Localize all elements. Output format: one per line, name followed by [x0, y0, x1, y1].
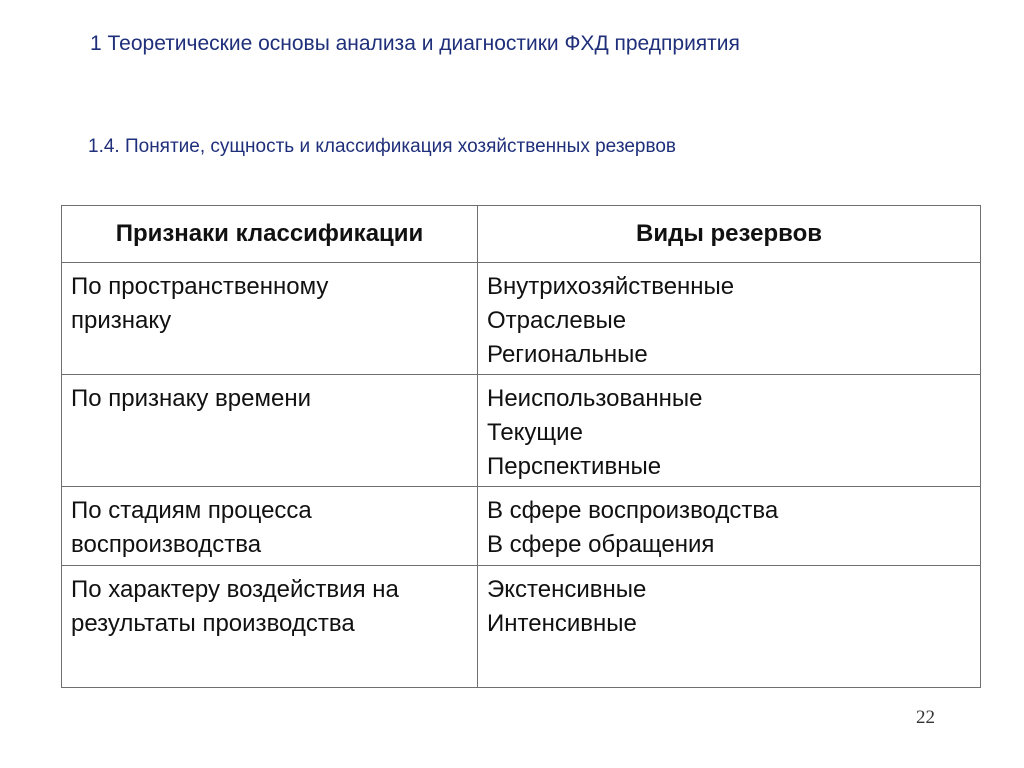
criterion-cell — [62, 487, 478, 566]
table-row — [62, 263, 981, 375]
reserve-types-cell — [478, 566, 981, 688]
criterion-line: результаты производства — [71, 610, 355, 637]
slide-title: 1 Теоретические основы анализа и диагностики ФХД предприятия — [90, 32, 740, 55]
reserve-type: Внутрихозяйственные — [487, 273, 735, 300]
criterion-line: По признаку времени — [71, 385, 312, 412]
criterion-line: признаку — [71, 307, 172, 334]
reserve-type: Текущие — [487, 419, 583, 446]
reserve-type: Неиспользованные — [487, 385, 703, 412]
reserve-type: Перспективные — [487, 453, 662, 480]
criterion-line: По пространственному — [71, 273, 329, 300]
classification-table — [61, 205, 981, 688]
page-number: 22 — [916, 707, 935, 728]
table-header-row — [62, 206, 981, 263]
reserve-type: Экстенсивные — [487, 576, 647, 603]
criterion-line: По стадиям процесса — [71, 497, 312, 524]
table-row — [62, 566, 981, 688]
criterion-cell — [62, 263, 478, 375]
header-reserve-types: Виды резервов — [478, 206, 981, 263]
reserve-types-cell — [478, 263, 981, 375]
criterion-line: воспроизводства — [71, 531, 262, 558]
reserve-types-cell — [478, 375, 981, 487]
reserve-type: В сфере воспроизводства — [487, 497, 779, 524]
reserve-type: В сфере обращения — [487, 531, 715, 558]
table-row — [62, 487, 981, 566]
header-classification-criteria: Признаки классификации — [62, 206, 478, 263]
reserve-types-cell — [478, 487, 981, 566]
criterion-line: По характеру воздействия на — [71, 576, 399, 603]
criterion-cell — [62, 566, 478, 688]
slide-subtitle: 1.4. Понятие, сущность и классификация хозяйственных резервов — [88, 136, 676, 157]
table-row — [62, 375, 981, 487]
reserve-type: Региональные — [487, 341, 648, 368]
reserve-type: Интенсивные — [487, 610, 637, 637]
criterion-cell — [62, 375, 478, 487]
reserve-type: Отраслевые — [487, 307, 627, 334]
